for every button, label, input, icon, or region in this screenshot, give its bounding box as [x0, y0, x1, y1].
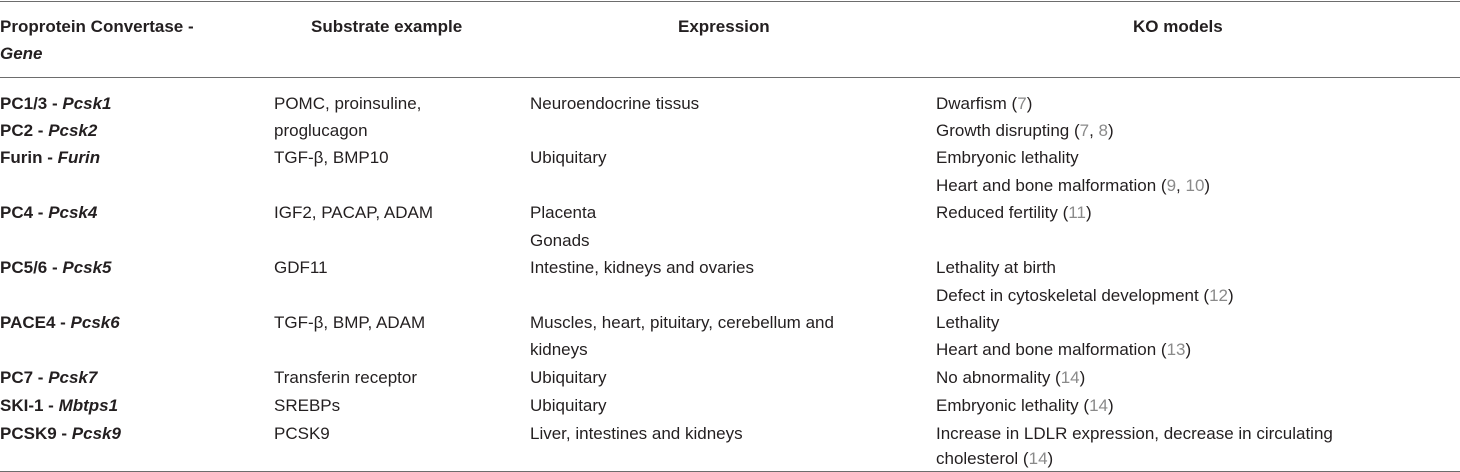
ko-model-cell: Embryonic lethality (14) [936, 396, 1114, 415]
citation: 9 [1166, 176, 1177, 195]
pc-row: PCSK9 - Pcsk9 [0, 424, 121, 443]
expression-cell: Gonads [530, 231, 590, 250]
ko-model-cell: cholesterol (14) [936, 449, 1054, 468]
pc-row: PACE4 - Pcsk6 [0, 313, 120, 332]
substrate-cell: TGF-β, BMP10 [274, 148, 389, 167]
substrate-cell: TGF-β, BMP, ADAM [274, 313, 426, 332]
substrate-cell: proglucagon [274, 121, 368, 140]
expression-cell: kidneys [530, 340, 588, 359]
pc-row: PC7 - Pcsk7 [0, 368, 98, 387]
header-expression: Expression [678, 17, 770, 36]
pc-row: PC2 - Pcsk2 [0, 121, 98, 140]
ko-model-cell: Embryonic lethality [936, 148, 1079, 167]
substrate-cell: Transferin receptor [274, 368, 417, 387]
pc-row: PC5/6 - Pcsk5 [0, 258, 112, 277]
header-col1-line2: Gene [0, 44, 43, 63]
ko-model-cell: No abnormality (14) [936, 368, 1086, 387]
expression-cell: Intestine, kidneys and ovaries [530, 258, 754, 277]
pc-row: SKI-1 - Mbtps1 [0, 396, 119, 415]
citation: 7 [1017, 94, 1027, 113]
citation: 14 [1060, 368, 1080, 387]
header-ko-models: KO models [1133, 17, 1223, 36]
expression-cell: Neuroendocrine tissus [530, 94, 700, 113]
ko-model-cell: Heart and bone malformation (13) [936, 340, 1192, 359]
ko-model-cell: Reduced fertility (11) [936, 203, 1092, 222]
citation: 14 [1028, 449, 1048, 468]
ko-model-cell: Heart and bone malformation (9, 10) [936, 176, 1211, 195]
citation: 13 [1166, 340, 1186, 359]
expression-cell: Muscles, heart, pituitary, cerebellum and [530, 313, 834, 332]
ko-model-cell: Lethality [936, 313, 1000, 332]
expression-cell: Ubiquitary [530, 396, 607, 415]
pc-row: Furin - Furin [0, 148, 101, 167]
header-substrate: Substrate example [311, 17, 463, 36]
expression-cell: Liver, intestines and kidneys [530, 424, 743, 443]
expression-cell: Ubiquitary [530, 148, 607, 167]
citation: 11 [1068, 203, 1086, 222]
citation: 10 [1185, 176, 1205, 195]
ko-model-cell: Lethality at birth [936, 258, 1057, 277]
header-col1-line1: Proprotein Convertase - [0, 17, 194, 36]
ko-model-cell: Growth disrupting (7, 8) [936, 121, 1114, 140]
substrate-cell: POMC, proinsuline, [274, 94, 422, 113]
table-top-rule [0, 1, 1460, 2]
pc-row: PC4 - Pcsk4 [0, 203, 98, 222]
citation: 7 [1079, 121, 1090, 140]
substrate-cell: GDF11 [274, 258, 328, 277]
expression-cell: Ubiquitary [530, 368, 607, 387]
citation: 14 [1089, 396, 1108, 415]
substrate-cell: IGF2, PACAP, ADAM [274, 203, 434, 222]
ko-model-cell: Defect in cytoskeletal development (12) [936, 286, 1234, 305]
substrate-cell: SREBPs [274, 396, 341, 415]
substrate-cell: PCSK9 [274, 424, 330, 443]
ko-model-cell: Dwarfism (7) [936, 94, 1033, 113]
ko-model-cell: Increase in LDLR expression, decrease in circulating [936, 424, 1333, 443]
citation: 8 [1098, 121, 1109, 140]
citation: 12 [1209, 286, 1229, 305]
header-rule [0, 77, 1460, 78]
pc-row: PC1/3 - Pcsk1 [0, 94, 112, 113]
expression-cell: Placenta [530, 203, 597, 222]
